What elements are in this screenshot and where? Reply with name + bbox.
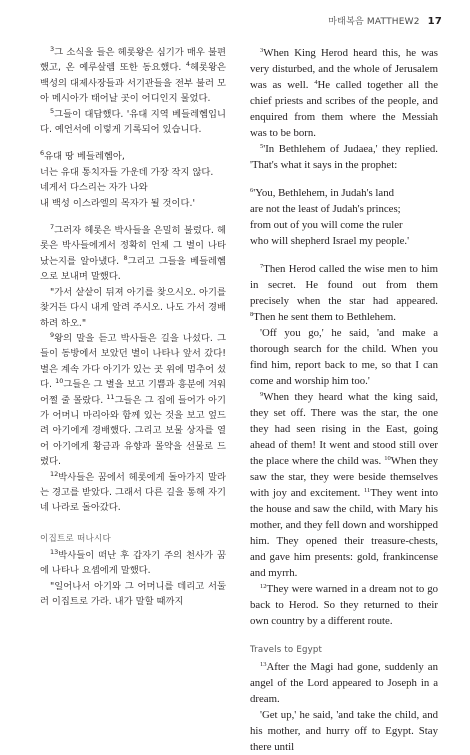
english-paragraph-v3: [250, 45, 438, 141]
verse-number: 8: [123, 253, 128, 262]
verse-text: 그러자 헤롯은 박사들을 은밀히 불렀다. 헤롯은 박사들에게서 정확히 언제 그 별이 나타났는지를 알아냈다.: [40, 225, 226, 267]
verse-text: 왕의 말을 듣고 박사들은 길을 나섰다. 그들이 동방에서 보았던 별이 나타나 앞서 갔다! 별은 계속 가다 아기가 있는 곳 위에 멈추어 섰다.: [40, 332, 226, 391]
poem-line: who will shepherd Israel my people.': [250, 235, 410, 247]
korean-paragraph-quote: "가서 샅샅이 뒤져 아기를 찾으시오. 아기를 찾거든 다시 내게 알려 주시오. 나도 가서 경배하려 하오.": [40, 286, 226, 329]
korean-paragraph-v7: [40, 223, 226, 285]
verse-text: 그리고 그들을 베들레헴으로 보내며 말했다.: [40, 255, 227, 283]
verse-number: 10: [384, 455, 391, 462]
english-paragraph-quote: 'Off you go,' he said, 'and make a thorough search for the child. When you find him, report back to me, so that I can come and worship him too.': [250, 327, 438, 387]
english-paragraph-v5: [250, 141, 438, 173]
verse-text: He called together all the chief priests and scribes of the people, and enquired from them where the Messiah was to be born.: [250, 79, 438, 139]
poem-line: 네게서 다스리는 자가 나와: [40, 182, 148, 194]
verse-text: They went into the house and saw the child, with Mary his mother, and they fell down and worshipped him. They opened their treasure-chests, and gave him presents: gold, frankincense and myrrh.: [250, 487, 438, 579]
poem-line: $^6$유대 땅 베들레헴아,: [40, 149, 125, 163]
english-paragraph-v12: [250, 581, 438, 629]
verse-text: 그들이 대답했다. '유대 지역 베들레헴입니다. 예언서에 이렇게 기록되어 있습니다.: [40, 108, 226, 136]
korean-paragraph-v12: [40, 470, 226, 516]
page-number: 17: [427, 16, 442, 27]
verse-number: 3: [260, 47, 264, 54]
verse-number: 12: [260, 583, 267, 590]
verse-number: 7: [50, 223, 55, 232]
korean-paragraph-quote-2: "일어나서 아기와 그 어머니를 데리고 서둘러 이집트로 가라. 내가 말할 때까지: [40, 580, 226, 607]
verse-text: When King Herod heard this, he was very disturbed, and the whole of Jerusalem was as well.: [250, 47, 438, 91]
verse-text: After the Magi had gone, suddenly an angel of the Lord appeared to Joseph in a dream.: [250, 661, 438, 705]
verse-text: 박사들은 꿈에서 헤롯에게 돌아가지 말라는 경고를 받았다. 그래서 다른 길을 통해 자기네 나라로 돌아갔다.: [40, 471, 226, 514]
poem-line: from out of you will come the ruler: [250, 219, 403, 231]
verse-number: 4: [314, 79, 318, 86]
korean-paragraph-v3: [40, 45, 226, 107]
verse-number: 6: [40, 149, 45, 158]
english-paragraph-v7: [250, 261, 438, 325]
verse-number: 8: [250, 311, 254, 318]
english-paragraph-v9: [250, 389, 438, 581]
verse-text: When they heard what the king said, they set off. There was the star, the one they had seen rising in the East, going ahead of them! It went and stood still over the place where the child was.: [250, 391, 438, 467]
running-header: [328, 14, 442, 27]
verse-number: 5: [260, 143, 264, 150]
verse-text: 'In Bethlehem of Judaea,' they replied. 'That's what it says in the prophet:: [250, 143, 438, 171]
korean-paragraph-v5: [40, 107, 226, 138]
verse-text: Then Herod called the wise men to him in secret. He found out from them precisely when the star had appeared.: [250, 263, 438, 307]
poem-line: 내 백성 이스라엘의 목자가 될 것이다.': [40, 197, 195, 209]
korean-column: [40, 45, 226, 609]
poem-line: 너는 유대 통치자들 가운데 가장 작지 않다.: [40, 166, 214, 178]
verse-number: 6: [250, 187, 254, 194]
verse-text: 그 소식을 들은 헤롯왕은 심기가 매우 불편했고, 온 예루살렘 또한 동요했다.: [40, 47, 226, 74]
verse-text: 박사들이 떠난 후 갑자기 주의 천사가 꿈에 나타나 요셉에게 말했다.: [40, 549, 226, 577]
english-poem: [250, 185, 438, 249]
poem-line: $^6$'You, Bethlehem, in Judah's land: [250, 187, 394, 199]
running-title: 마태복음 MATTHEW2: [328, 17, 420, 27]
korean-paragraph-v9: [40, 331, 226, 470]
verse-number: 4: [185, 60, 191, 69]
verse-text: 헤롯왕은 백성의 대제사장들과 서기관들을 전부 불러 모아 메시아가 태어날 곳이 어디인지 물었다.: [40, 62, 226, 105]
verse-text: Then he sent them to Bethlehem.: [253, 311, 396, 323]
verse-number: 9: [50, 330, 55, 339]
verse-text: When they saw the star, they were beside themselves with joy and excitement.: [250, 455, 438, 499]
korean-poem: [40, 149, 226, 211]
verse-number: 10: [55, 377, 64, 386]
english-section-heading: Travels to Egypt: [250, 645, 323, 655]
verse-text: They were warned in a dream not to go back to Herod. So they returned to their own country by a different route.: [250, 583, 438, 627]
verse-number: 5: [50, 106, 55, 115]
english-paragraph-quote-2: 'Get up,' he said, 'and take the child, and his mother, and hurry off to Egypt. Stay there until: [250, 709, 438, 753]
korean-section-heading: 이집트로 떠나시다: [40, 533, 111, 544]
poem-line: are not the least of Judah's princes;: [250, 203, 401, 215]
verse-text: 그들은 그 집에 들어가 아기가 어머니 마리아와 함께 있는 것을 보고 엎드려 아기에게 경배했다. 그리고 보물 상자를 열어 아기에게 황금과 유향과 몰약을 선물로 드렸다.: [40, 394, 226, 468]
verse-number: 13: [260, 661, 267, 668]
verse-number: 3: [50, 45, 55, 53]
verse-number: 12: [50, 469, 59, 478]
verse-text: 그들은 그 별을 보고 기쁨과 흥분에 겨워 어쩔 줄 몰랐다.: [40, 379, 226, 406]
verse-number: 7: [260, 263, 264, 270]
verse-number: 11: [106, 392, 115, 401]
verse-number: 13: [50, 547, 59, 556]
english-paragraph-v13: [250, 659, 438, 707]
korean-paragraph-v13: [40, 548, 226, 579]
english-column: [250, 45, 438, 755]
verse-number: 9: [260, 391, 264, 398]
verse-number: 11: [364, 487, 371, 494]
